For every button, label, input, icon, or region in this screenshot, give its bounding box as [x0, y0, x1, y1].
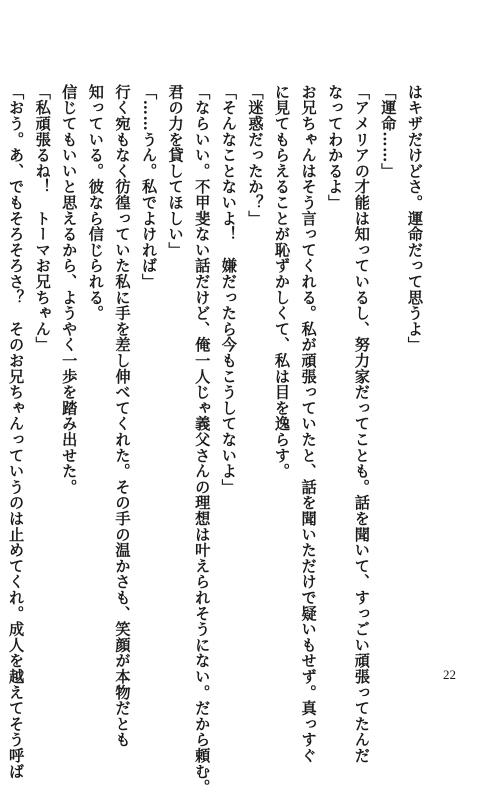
text-line: 「そんなことないよ！ 嫌だったら今もこうしてないよ」: [219, 84, 238, 495]
text-line: 信じてもいいと思えるから、ようやく一歩を踏み出せた。: [60, 84, 79, 495]
text-line: 「……うん。私でよければ」: [140, 84, 159, 290]
text-line: 「迷惑だったか？」: [246, 84, 265, 227]
text-line: 「運命……」: [379, 84, 398, 179]
vertical-text-block: [0, 84, 428, 795]
text-line: に見てもらえることが恥ずかしくて、私は目を逸らす。: [273, 84, 292, 479]
text-line: 君の力を貸してほしい」: [166, 84, 185, 258]
text-line: お兄ちゃんはそう言ってくれる。私が頑張っていたと、話を聞いただけで疑いもせず。真っすぐ: [299, 84, 318, 764]
text-line: 「アメリアの才能は知っているし、努力家だってことも。話を聞いて、すっごい頑張ってたんだ: [352, 84, 371, 764]
text-line: 「おう。あ、でもそろそろさ？ そのお兄ちゃんっていうのは止めてくれ。成人を越えてそう呼ば: [7, 84, 26, 780]
text-line: 知っている。彼なら信じられる。: [86, 84, 105, 321]
text-line: はキザだけどさ。運命だって思うよ」: [406, 84, 424, 353]
page-number: 22: [443, 667, 456, 682]
text-line: 「私頑張るね！ トーマお兄ちゃん」: [33, 84, 52, 353]
text-line: 行く宛もなく彷徨っていた私に手を差し伸べてくれた。その手の温かさも、笑顔が本物だとも: [113, 84, 132, 748]
text-line: 「ならいい。不甲斐ない話だけど、俺一人じゃ義父さんの理想は叶えられそうにない。だから頼む。: [193, 84, 212, 795]
text-line: なってわかるよ」: [326, 84, 345, 211]
